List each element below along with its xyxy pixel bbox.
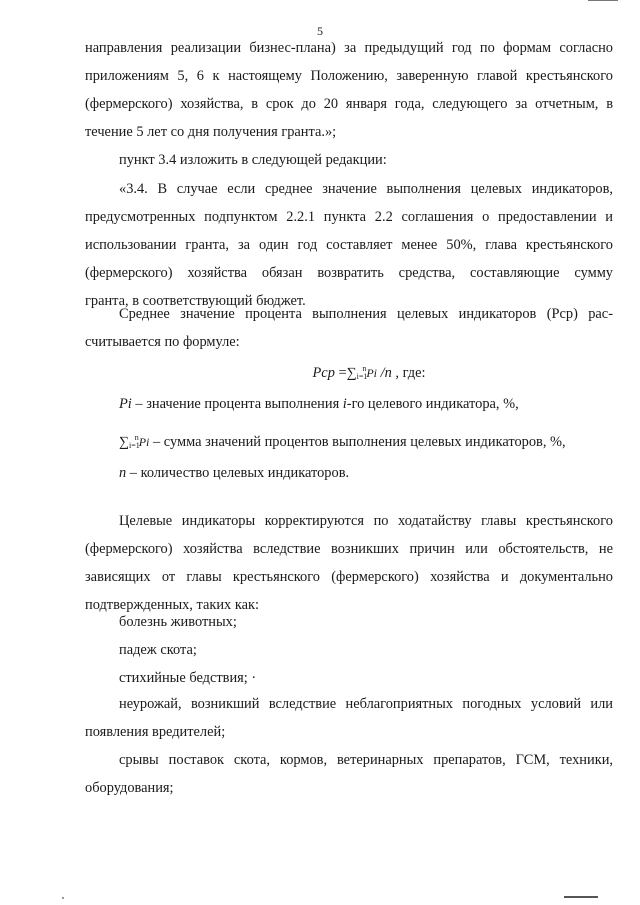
text-line: считывается по формуле: <box>85 334 240 350</box>
text-line: зависящих от главы крестьянского (фермерского) хозяйства и документально <box>85 569 613 585</box>
text-line: Целевые индикаторы корректируются по ходатайству главы крестьянского <box>119 513 613 529</box>
text-line: срывы поставок скота, кормов, ветеринарных препаратов, ГСМ, техники, <box>119 752 613 768</box>
formula-tail: , где: <box>391 365 426 381</box>
text-line: предусмотренных подпунктом 2.2.1 пункта 2.2 соглашения о предоставлении и <box>85 209 613 225</box>
definition-text: – значение процента выполнения <box>131 396 343 412</box>
text-line: течение 5 лет со дня получения гранта.»; <box>85 124 337 140</box>
list-item: падеж скота; <box>119 642 197 658</box>
scan-mark-top <box>588 0 618 3</box>
text-line: направления реализации бизнес-плана) за предыдущий год по формам согласно <box>85 40 613 56</box>
text-line: (фермерского) хозяйства вследствие возникших причин или обстоятельств, не <box>85 541 613 557</box>
paragraph-indicators <box>85 507 613 619</box>
sum-symbol: ∑ <box>119 435 129 450</box>
text-line <box>85 424 613 460</box>
list-item: болезнь животных; <box>119 614 237 630</box>
text-line: использовании гранта, за один год составляет менее 50%, глава крестьянского <box>85 237 613 253</box>
list-item: стихийные бедствия; · <box>119 670 257 686</box>
paragraph-continuation <box>85 34 613 146</box>
formula-lhs: Pср <box>312 365 335 381</box>
text-line: появления вредителей; <box>85 724 226 740</box>
var-pi: Pi <box>119 396 132 412</box>
definition-text: – сумма значений процентов выполнения целевых индикаторов, %, <box>149 434 566 450</box>
paragraph-supply-disruption <box>85 746 613 802</box>
reasons-list <box>85 608 613 692</box>
text-line: (фермерского) хозяйства обязан возвратить средства, составляющие сумму <box>85 265 613 281</box>
sum-lower-limit: i=1 <box>128 441 140 450</box>
text-line: оборудования; <box>85 780 174 796</box>
scan-dot <box>62 897 64 899</box>
text-line <box>85 459 613 487</box>
text-line: приложениям 5, 6 к настоящему Положению, заверенную главой крестьянского <box>85 68 613 84</box>
paragraph-amendment <box>85 146 613 174</box>
page-number: 5 <box>317 24 323 38</box>
definition-n <box>85 459 613 487</box>
sum-upper-limit: n <box>134 433 139 442</box>
sum-symbol: ∑ <box>346 366 357 381</box>
text-line: Среднее значение процента выполнения целевых индикаторов (Pср) рас- <box>119 306 613 322</box>
formula-equals: = <box>334 365 347 381</box>
definition-pi <box>85 390 613 418</box>
definition-sum <box>85 424 613 460</box>
formula <box>85 355 613 391</box>
paragraph-formula-intro <box>85 300 613 356</box>
text-line: гранта, в соответствующий бюджет. <box>85 293 306 309</box>
var-n: n <box>119 465 127 481</box>
text-line: подтвержденных, таких как: <box>85 597 259 613</box>
text-line: неурожай, возникший вследствие неблагоприятных погодных условий или <box>119 696 613 712</box>
sum-lower-limit: i=1 <box>356 372 368 381</box>
text-line: «3.4. В случае если среднее значение выполнения целевых индикаторов, <box>119 181 613 197</box>
formula-term: Pi <box>366 366 377 380</box>
text-line <box>85 390 613 418</box>
definition-text: – количество целевых индикаторов. <box>126 465 350 481</box>
var-i: i <box>342 396 347 412</box>
sum-upper-limit: n <box>362 364 367 373</box>
scan-mark-bottom <box>564 896 598 900</box>
formula-divisor: /n <box>377 365 392 381</box>
sum-term: Pi <box>138 435 150 449</box>
text-line: пункт 3.4 изложить в следующей редакции: <box>119 152 387 168</box>
text-line: (фермерского) хозяйства, в срок до 20 января года, следующего за отчетным, в <box>85 96 613 112</box>
paragraph-crop-failure <box>85 690 613 746</box>
paragraph-clause-3-4 <box>85 175 613 315</box>
definition-text: -го целевого индикатора, %, <box>346 396 519 412</box>
